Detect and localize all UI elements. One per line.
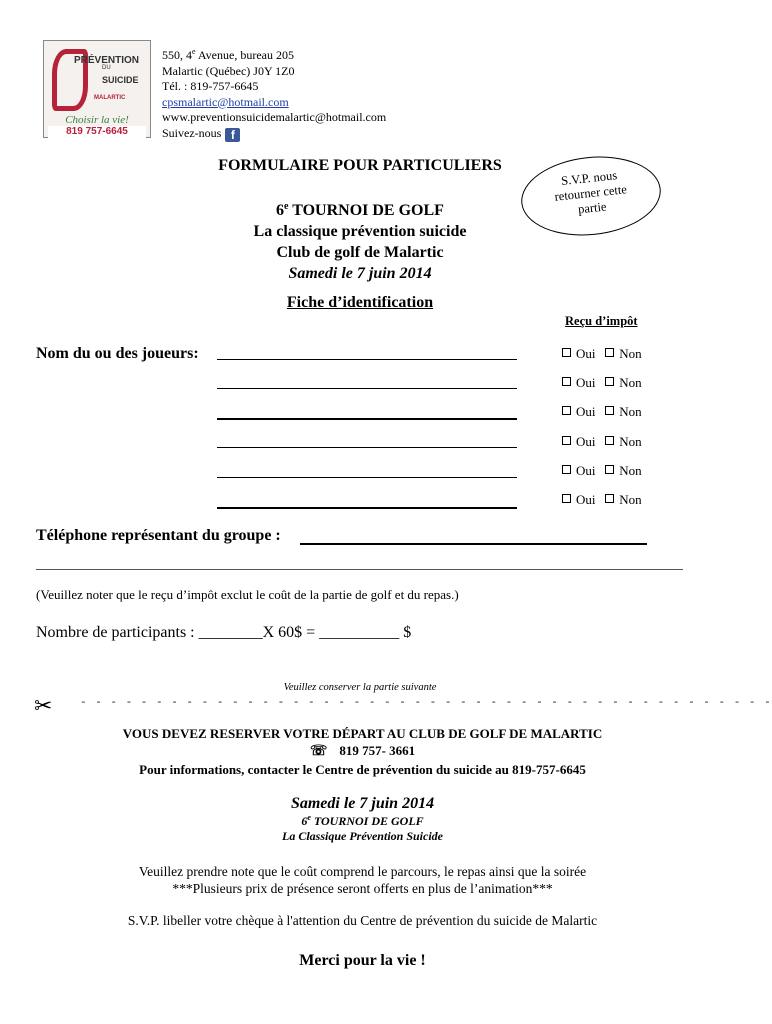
email-link[interactable]: cpsmalartic@hotmail.com bbox=[162, 94, 289, 109]
oui-checkbox[interactable] bbox=[562, 377, 571, 386]
cheque-note: S.V.P. libeller votre chèque à l'attention du Centre de prévention du suicide de Malartic bbox=[127, 913, 598, 928]
oui-checkbox[interactable] bbox=[562, 436, 571, 445]
non-checkbox[interactable] bbox=[605, 377, 614, 386]
player-name-line[interactable] bbox=[217, 447, 517, 448]
section-divider bbox=[36, 569, 683, 570]
cost-note: Veuillez prendre note que le coût comprend le parcours, le repas ainsi que la soirée bbox=[138, 864, 587, 879]
player-name-line[interactable] bbox=[217, 418, 517, 420]
address-tel: Tél. : 819-757-6645 bbox=[162, 79, 259, 93]
scissors-icon: ✂ bbox=[34, 693, 53, 718]
group-phone-line[interactable] bbox=[300, 543, 647, 545]
non-checkbox[interactable] bbox=[605, 436, 614, 445]
organization-logo bbox=[43, 40, 151, 138]
prizes-note: ***Plusieurs prix de présence seront offerts en plus de l’animation*** bbox=[172, 881, 553, 896]
logo-word-prevention: PRÉVENTION bbox=[74, 55, 140, 66]
player-name-line[interactable] bbox=[217, 388, 517, 389]
receipt-choice-row: Oui Non bbox=[562, 404, 642, 420]
receipt-choice-row: Oui Non bbox=[562, 346, 642, 362]
address-street: 550, 4e Avenue, bureau 205 bbox=[162, 47, 294, 62]
logo-word-du: DU bbox=[102, 65, 111, 71]
event-date-2: Samedi le 7 juin 2014 bbox=[290, 795, 435, 812]
classic-title: La classique prévention suicide bbox=[253, 223, 467, 240]
receipt-choice-row: Oui Non bbox=[562, 492, 642, 508]
address-block bbox=[162, 44, 386, 142]
player-name-line[interactable] bbox=[217, 507, 517, 509]
non-checkbox[interactable] bbox=[605, 348, 614, 357]
oui-checkbox[interactable] bbox=[562, 348, 571, 357]
info-contact: Pour informations, contacter le Centre de prévention du suicide au 819-757-6645 bbox=[139, 762, 586, 777]
receipt-choice-row: Oui Non bbox=[562, 434, 642, 450]
cut-line: - - - - - - - - - - - - - - - - - - - - - - - - - - - - - - - - - - - - - - - - - - - - - - bbox=[80, 697, 772, 709]
non-checkbox[interactable] bbox=[605, 494, 614, 503]
reservation-notice: VOUS DEVEZ RESERVER VOTRE DÉPART AU CLUB DE GOLF DE MALARTIC bbox=[122, 726, 603, 741]
classic-title-2: La Classique Prévention Suicide bbox=[281, 829, 443, 843]
participants-field[interactable]: Nombre de participants : ________X 60$ = __________ $ bbox=[36, 624, 412, 641]
player-name-line[interactable] bbox=[217, 359, 517, 360]
event-date: Samedi le 7 juin 2014 bbox=[288, 265, 432, 282]
website-text: www.preventionsuicidemalartic@hotmail.com bbox=[162, 110, 387, 124]
receipt-choice-row: Oui Non bbox=[562, 463, 642, 479]
reservation-phone-row: ☏ 819 757- 3661 bbox=[309, 743, 416, 759]
logo-phone: 819 757-6645 bbox=[48, 126, 146, 138]
thank-you: Merci pour la vie ! bbox=[299, 952, 426, 969]
group-phone-label: Téléphone représentant du groupe : bbox=[36, 527, 281, 544]
tax-receipt-note: (Veuillez noter que le reçu d’impôt exclut le coût de la partie de golf et du repas.) bbox=[36, 587, 459, 602]
receipt-choice-row: Oui Non bbox=[562, 375, 642, 391]
tournament-title-2: 6e TOURNOI DE GOLF bbox=[301, 813, 424, 828]
keep-note: Veuillez conserver la partie suivante bbox=[283, 682, 437, 693]
tournament-heading: 6e TOURNOI DE GOLF La classique prévention suicide Club de golf de Malartic Samedi le 7 juin 2014 bbox=[160, 196, 560, 284]
oui-checkbox[interactable] bbox=[562, 494, 571, 503]
identification-heading: Fiche d’identification bbox=[286, 294, 434, 311]
oui-checkbox[interactable] bbox=[562, 406, 571, 415]
logo-word-suicide: SUICIDE bbox=[102, 75, 139, 85]
players-label: Nom du ou des joueurs: bbox=[36, 345, 199, 362]
logo-word-malartic: MALARTIC bbox=[94, 95, 126, 101]
facebook-icon[interactable]: f bbox=[225, 128, 240, 142]
address-city: Malartic (Québec) J0Y 1Z0 bbox=[162, 63, 295, 78]
logo-tagline: Choisir la vie! bbox=[65, 114, 129, 126]
telephone-icon: ☏ bbox=[309, 744, 328, 759]
oui-checkbox[interactable] bbox=[562, 465, 571, 474]
non-checkbox[interactable] bbox=[605, 406, 614, 415]
tax-receipt-header: Reçu d’impôt bbox=[565, 314, 638, 328]
club-title: Club de golf de Malartic bbox=[276, 244, 444, 261]
player-name-line[interactable] bbox=[217, 477, 517, 478]
non-checkbox[interactable] bbox=[605, 465, 614, 474]
return-note-oval: S.V.P. nous retourner cette partie bbox=[517, 150, 664, 242]
form-title: FORMULAIRE POUR PARTICULIERS bbox=[218, 157, 502, 174]
follow-row: Suivez-nous f bbox=[162, 126, 386, 142]
